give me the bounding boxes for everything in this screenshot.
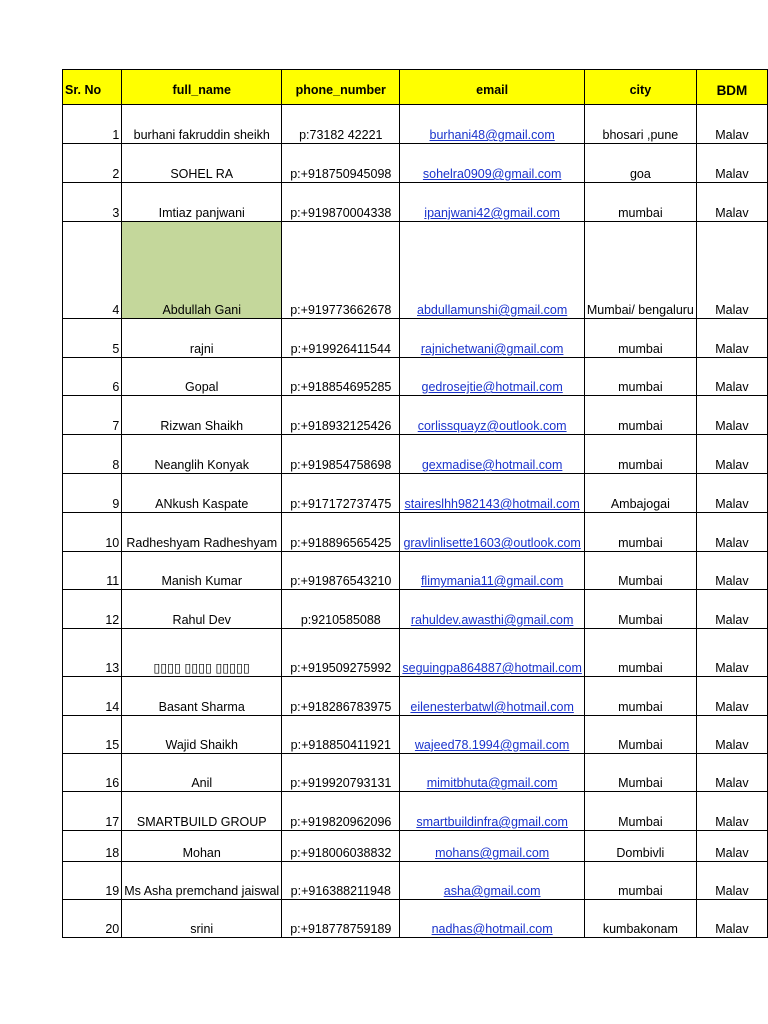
cell-email[interactable]: [400, 716, 584, 754]
header-row: [63, 70, 768, 105]
cell-phone-number[interactable]: p:+919926411544: [282, 319, 400, 358]
email-link[interactable]: gexmadise@hotmail.com: [421, 458, 563, 472]
cell-city[interactable]: mumbai: [584, 629, 696, 677]
table-row: [63, 222, 768, 319]
cell-full-name[interactable]: rajni: [122, 319, 282, 358]
cell-bdm[interactable]: Malav: [696, 105, 767, 144]
cell-bdm[interactable]: Malav: [696, 677, 767, 716]
cell-city[interactable]: Mumbai: [584, 716, 696, 754]
header-full-name: full_name: [122, 70, 282, 105]
cell-sr-no[interactable]: 20: [63, 900, 122, 938]
cell-phone-number[interactable]: p:+918778759189: [282, 900, 400, 938]
email-link[interactable]: asha@gmail.com: [443, 884, 541, 898]
cell-phone-number[interactable]: p:+919870004338: [282, 183, 400, 222]
cell-email[interactable]: [400, 862, 584, 900]
cell-bdm[interactable]: Malav: [696, 831, 767, 862]
cell-city[interactable]: mumbai: [584, 396, 696, 435]
cell-email[interactable]: [400, 513, 584, 552]
cell-city[interactable]: mumbai: [584, 183, 696, 222]
cell-sr-no[interactable]: 13: [63, 629, 122, 677]
header-city: city: [584, 70, 696, 105]
email-link[interactable]: flimymania11@gmail.com: [420, 574, 564, 588]
table-row: [63, 513, 768, 552]
cell-sr-no[interactable]: 4: [63, 222, 122, 319]
cell-city[interactable]: Mumbai/ bengaluru: [584, 222, 696, 319]
table-row: [63, 590, 768, 629]
cell-email[interactable]: [400, 590, 584, 629]
cell-city[interactable]: mumbai: [584, 513, 696, 552]
cell-full-name[interactable]: Ms Asha premchand jaiswal: [122, 862, 282, 900]
table-row: [63, 396, 768, 435]
cell-phone-number[interactable]: p:+918896565425: [282, 513, 400, 552]
cell-phone-number[interactable]: p:9210585088: [282, 590, 400, 629]
cell-bdm[interactable]: Malav: [696, 319, 767, 358]
cell-email[interactable]: [400, 677, 584, 716]
cell-bdm[interactable]: Malav: [696, 900, 767, 938]
cell-sr-no[interactable]: 5: [63, 319, 122, 358]
cell-full-name[interactable]: Rahul Dev: [122, 590, 282, 629]
table-row: [63, 900, 768, 938]
email-link[interactable]: gravlinlisette1603@outlook.com: [403, 536, 581, 550]
cell-phone-number[interactable]: p:+919920793131: [282, 754, 400, 792]
cell-city[interactable]: Dombivli: [584, 831, 696, 862]
header-bdm: BDM: [696, 70, 767, 105]
cell-email[interactable]: [400, 105, 584, 144]
email-link[interactable]: wajeed78.1994@gmail.com: [414, 738, 570, 752]
table-row: [63, 862, 768, 900]
cell-sr-no[interactable]: 15: [63, 716, 122, 754]
cell-full-name[interactable]: Gopal: [122, 358, 282, 396]
email-link[interactable]: rahuldev.awasthi@gmail.com: [410, 613, 574, 627]
cell-full-name[interactable]: ▯▯▯▯ ▯▯▯▯ ▯▯▯▯▯: [122, 629, 282, 677]
email-link[interactable]: nadhas@hotmail.com: [431, 922, 553, 936]
cell-bdm[interactable]: Malav: [696, 754, 767, 792]
cell-email[interactable]: [400, 435, 584, 474]
cell-email[interactable]: [400, 900, 584, 938]
cell-city[interactable]: Mumbai: [584, 590, 696, 629]
cell-full-name[interactable]: Basant Sharma: [122, 677, 282, 716]
email-link[interactable]: abdullamunshi@gmail.com: [417, 303, 568, 317]
cell-bdm[interactable]: Malav: [696, 629, 767, 677]
cell-bdm[interactable]: Malav: [696, 862, 767, 900]
table-row: [63, 552, 768, 590]
cell-city[interactable]: mumbai: [584, 358, 696, 396]
cell-full-name[interactable]: Radheshyam Radheshyam: [122, 513, 282, 552]
email-link[interactable]: sohelra0909@gmail.com: [422, 167, 562, 181]
cell-bdm[interactable]: Malav: [696, 590, 767, 629]
cell-sr-no[interactable]: 14: [63, 677, 122, 716]
cell-city[interactable]: mumbai: [584, 862, 696, 900]
table-row: [63, 831, 768, 862]
cell-bdm[interactable]: Malav: [696, 552, 767, 590]
email-link[interactable]: mohans@gmail.com: [435, 846, 550, 860]
cell-sr-no[interactable]: 1: [63, 105, 122, 144]
cell-bdm[interactable]: Malav: [696, 222, 767, 319]
email-link[interactable]: rajnichetwani@gmail.com: [420, 342, 564, 356]
cell-city[interactable]: bhosari ,pune: [584, 105, 696, 144]
cell-city[interactable]: kumbakonam: [584, 900, 696, 938]
table-row: [63, 792, 768, 831]
cell-bdm[interactable]: Malav: [696, 358, 767, 396]
cell-full-name[interactable]: Wajid Shaikh: [122, 716, 282, 754]
cell-phone-number[interactable]: p:+918932125426: [282, 396, 400, 435]
cell-email[interactable]: [400, 792, 584, 831]
cell-sr-no[interactable]: 8: [63, 435, 122, 474]
cell-email[interactable]: [400, 474, 584, 513]
cell-bdm[interactable]: Malav: [696, 183, 767, 222]
cell-city[interactable]: goa: [584, 144, 696, 183]
cell-email[interactable]: [400, 552, 584, 590]
cell-full-name[interactable]: srini: [122, 900, 282, 938]
cell-sr-no[interactable]: 19: [63, 862, 122, 900]
cell-full-name[interactable]: ANkush Kaspate: [122, 474, 282, 513]
table-row: [63, 716, 768, 754]
cell-email[interactable]: [400, 396, 584, 435]
cell-phone-number[interactable]: p:+919509275992: [282, 629, 400, 677]
email-link[interactable]: smartbuildinfra@gmail.com: [416, 815, 568, 829]
cell-email[interactable]: [400, 319, 584, 358]
cell-sr-no[interactable]: 7: [63, 396, 122, 435]
cell-sr-no[interactable]: 16: [63, 754, 122, 792]
cell-city[interactable]: Mumbai: [584, 792, 696, 831]
cell-full-name[interactable]: Rizwan Shaikh: [122, 396, 282, 435]
cell-phone-number[interactable]: p:+918750945098: [282, 144, 400, 183]
table-row: [63, 754, 768, 792]
cell-sr-no[interactable]: 10: [63, 513, 122, 552]
cell-full-name[interactable]: Manish Kumar: [122, 552, 282, 590]
cell-full-name[interactable]: SOHEL RA: [122, 144, 282, 183]
cell-city[interactable]: mumbai: [584, 677, 696, 716]
cell-bdm[interactable]: Malav: [696, 792, 767, 831]
table-row: [63, 358, 768, 396]
cell-email[interactable]: [400, 629, 584, 677]
table-row: [63, 629, 768, 677]
cell-bdm[interactable]: Malav: [696, 474, 767, 513]
cell-city[interactable]: Mumbai: [584, 552, 696, 590]
cell-sr-no[interactable]: 11: [63, 552, 122, 590]
cell-phone-number[interactable]: p:+919876543210: [282, 552, 400, 590]
cell-phone-number[interactable]: p:+918006038832: [282, 831, 400, 862]
cell-phone-number[interactable]: p:+918286783975: [282, 677, 400, 716]
cell-email[interactable]: [400, 222, 584, 319]
cell-city[interactable]: Ambajogai: [584, 474, 696, 513]
cell-full-name[interactable]: Abdullah Gani: [122, 222, 282, 319]
email-link[interactable]: corlissquayz@outlook.com: [417, 419, 567, 433]
cell-full-name[interactable]: Neanglih Konyak: [122, 435, 282, 474]
cell-full-name[interactable]: Mohan: [122, 831, 282, 862]
cell-full-name[interactable]: SMARTBUILD GROUP: [122, 792, 282, 831]
email-link[interactable]: staireslhh982143@hotmail.com: [404, 497, 580, 511]
table-row: [63, 105, 768, 144]
cell-sr-no[interactable]: 3: [63, 183, 122, 222]
cell-full-name[interactable]: Anil: [122, 754, 282, 792]
email-link[interactable]: burhani48@gmail.com: [429, 128, 555, 142]
header-email: email: [400, 70, 584, 105]
cell-email[interactable]: [400, 144, 584, 183]
cell-phone-number[interactable]: p:+919773662678: [282, 222, 400, 319]
cell-full-name[interactable]: Imtiaz panjwani: [122, 183, 282, 222]
cell-sr-no[interactable]: 6: [63, 358, 122, 396]
cell-city[interactable]: Mumbai: [584, 754, 696, 792]
cell-full-name[interactable]: burhani fakruddin sheikh: [122, 105, 282, 144]
cell-bdm[interactable]: Malav: [696, 144, 767, 183]
header-phone-number: phone_number: [282, 70, 400, 105]
cell-sr-no[interactable]: 2: [63, 144, 122, 183]
email-link[interactable]: mimitbhuta@gmail.com: [426, 776, 558, 790]
cell-phone-number[interactable]: p:+916388211948: [282, 862, 400, 900]
cell-email[interactable]: [400, 754, 584, 792]
contacts-table: [62, 69, 768, 938]
cell-bdm[interactable]: Malav: [696, 396, 767, 435]
cell-sr-no[interactable]: 18: [63, 831, 122, 862]
cell-phone-number[interactable]: p:73182 42221: [282, 105, 400, 144]
email-link[interactable]: seguingpa864887@hotmail.com: [402, 661, 582, 675]
table-row: [63, 319, 768, 358]
cell-phone-number[interactable]: p:+918854695285: [282, 358, 400, 396]
email-link[interactable]: gedrosejtie@hotmail.com: [421, 380, 563, 394]
cell-phone-number[interactable]: p:+918850411921: [282, 716, 400, 754]
table-row: [63, 144, 768, 183]
cell-bdm[interactable]: Malav: [696, 716, 767, 754]
cell-email[interactable]: [400, 358, 584, 396]
cell-sr-no[interactable]: 9: [63, 474, 122, 513]
table-row: [63, 677, 768, 716]
email-link[interactable]: eilenesterbatwl@hotmail.com: [410, 700, 574, 714]
cell-bdm[interactable]: Malav: [696, 435, 767, 474]
cell-phone-number[interactable]: p:+919820962096: [282, 792, 400, 831]
table-row: [63, 474, 768, 513]
table-row: [63, 435, 768, 474]
cell-email[interactable]: [400, 831, 584, 862]
cell-sr-no[interactable]: 17: [63, 792, 122, 831]
cell-sr-no[interactable]: 12: [63, 590, 122, 629]
cell-city[interactable]: mumbai: [584, 435, 696, 474]
cell-phone-number[interactable]: p:+917172737475: [282, 474, 400, 513]
cell-bdm[interactable]: Malav: [696, 513, 767, 552]
header-sr-no: Sr. No: [63, 70, 122, 105]
table-row: [63, 183, 768, 222]
cell-phone-number[interactable]: p:+919854758698: [282, 435, 400, 474]
cell-city[interactable]: mumbai: [584, 319, 696, 358]
cell-email[interactable]: [400, 183, 584, 222]
email-link[interactable]: ipanjwani42@gmail.com: [424, 206, 560, 220]
